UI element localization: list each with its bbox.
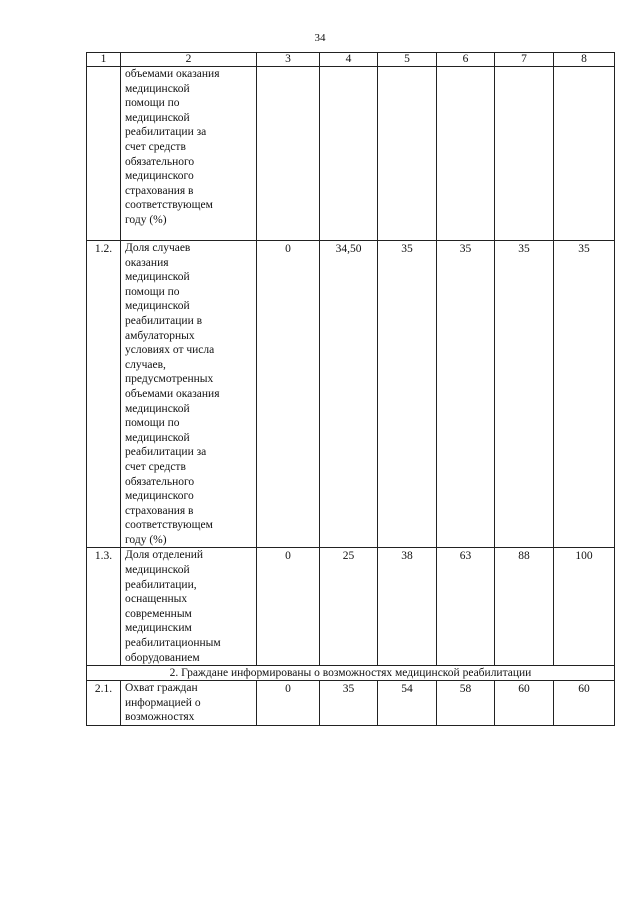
- indicators-table: [86, 52, 615, 726]
- value-cell: 100: [554, 548, 615, 666]
- value-cell: 0: [257, 681, 320, 726]
- column-header: 7: [495, 53, 554, 67]
- value-cell: 38: [378, 548, 437, 666]
- value-cell: 35: [378, 241, 437, 548]
- row-number: 2.1.: [87, 681, 121, 726]
- value-cell: 0: [257, 241, 320, 548]
- value-cell: 35: [320, 681, 378, 726]
- column-header: 6: [437, 53, 495, 67]
- column-header: 2: [121, 53, 257, 67]
- value-cell: 88: [495, 548, 554, 666]
- value-cell: [257, 67, 320, 241]
- indicator-name: объемами оказания медицинской помощи по медицинской реабилитации за счет средств обязательного медицинского страхования в соответствующем году (%): [121, 67, 257, 241]
- value-cell: [378, 67, 437, 241]
- table-row: [87, 681, 615, 726]
- value-cell: 35: [554, 241, 615, 548]
- value-cell: [437, 67, 495, 241]
- table-header-row: [87, 53, 615, 67]
- value-cell: 35: [495, 241, 554, 548]
- value-cell: 34,50: [320, 241, 378, 548]
- value-cell: 35: [437, 241, 495, 548]
- value-cell: [554, 67, 615, 241]
- value-cell: 60: [495, 681, 554, 726]
- column-header: 8: [554, 53, 615, 67]
- indicator-name: Доля случаев оказания медицинской помощи по медицинской реабилитации в амбулаторных условиях от числа случаев, предусмотренных объемами оказания медицинской помощи по медицинской реабилитации за счет средств обязательного медицинского страхования в соответствующем году (%): [121, 241, 257, 548]
- value-cell: 58: [437, 681, 495, 726]
- value-cell: 60: [554, 681, 615, 726]
- value-cell: 0: [257, 548, 320, 666]
- page-number: 34: [314, 32, 326, 44]
- column-header: 3: [257, 53, 320, 67]
- value-cell: 63: [437, 548, 495, 666]
- indicator-name: Охват граждан информацией о возможностях: [121, 681, 257, 726]
- row-number: 1.2.: [87, 241, 121, 548]
- column-header: 1: [87, 53, 121, 67]
- table-row: [87, 67, 615, 241]
- section-row: [87, 666, 615, 681]
- value-cell: [495, 67, 554, 241]
- value-cell: 54: [378, 681, 437, 726]
- value-cell: 25: [320, 548, 378, 666]
- table-row: [87, 241, 615, 548]
- column-header: 5: [378, 53, 437, 67]
- indicator-name: Доля отделений медицинской реабилитации, оснащенных современным медицинским реабилитационным оборудованием: [121, 548, 257, 666]
- section-title: 2. Граждане информированы о возможностях медицинской реабилитации: [87, 666, 615, 681]
- row-number: [87, 67, 121, 241]
- value-cell: [320, 67, 378, 241]
- column-header: 4: [320, 53, 378, 67]
- table-row: [87, 548, 615, 666]
- row-number: 1.3.: [87, 548, 121, 666]
